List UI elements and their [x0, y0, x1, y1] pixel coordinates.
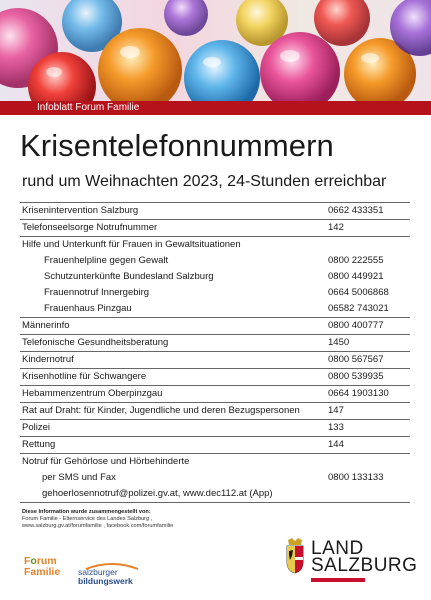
hotline-table — [20, 202, 410, 503]
forum-familie-logo-line2: Familie — [24, 566, 61, 578]
bildungswerk-logo — [78, 562, 148, 586]
forum-letter-o: o — [30, 555, 37, 567]
forum-letters-rum: rum — [36, 555, 57, 567]
row-label: Rat auf Draht: für Kinder, Jugendliche und deren Bezugspersonen — [22, 405, 300, 416]
row-number: 133 — [328, 422, 344, 433]
table-row — [20, 368, 410, 385]
header-image — [0, 0, 431, 103]
table-row — [20, 402, 410, 419]
land-salzburg-logo-line2: SALZBURG — [311, 555, 418, 576]
land-salzburg-logo-line1: LAND — [311, 538, 364, 559]
table-row — [20, 486, 410, 503]
footer-line-2: www.salzburg.gv.at/forumfamilie , facebook.com/forumfamilie — [22, 523, 174, 529]
ribbon-bar — [0, 101, 431, 115]
table-row — [20, 236, 410, 253]
bildungswerk-logo-line1: salzburger — [78, 567, 118, 577]
forum-familie-logo — [24, 556, 70, 584]
row-label: Notruf für Gehörlose und Hörbehinderte — [22, 456, 190, 467]
row-label: Krisenhotline für Schwangere — [22, 371, 147, 382]
land-salzburg-red-bar — [311, 578, 365, 582]
row-number: 147 — [328, 405, 344, 416]
row-number: 0800 539935 — [328, 371, 384, 382]
table-row — [20, 285, 410, 301]
table-row — [20, 470, 410, 486]
row-label: Kindernotruf — [22, 354, 74, 365]
row-label: per SMS und Fax — [42, 472, 116, 483]
row-label: Männerinfo — [22, 320, 70, 331]
row-label: Krisenintervention Salzburg — [22, 205, 139, 216]
footer-info — [22, 509, 173, 530]
row-number: 0664 5006868 — [328, 287, 389, 298]
table-row — [20, 419, 410, 436]
land-salzburg-logo — [285, 536, 418, 584]
table-row — [20, 351, 410, 368]
table-row — [20, 334, 410, 351]
table-row — [20, 219, 410, 236]
table-row — [20, 317, 410, 334]
row-label: Frauenhaus Pinzgau — [44, 303, 132, 314]
row-label: Hebammenzentrum Oberpinzgau — [22, 388, 163, 399]
bildungswerk-logo-line2: bildungswerk — [78, 576, 133, 586]
ribbon-label: Infoblatt Forum Familie — [37, 102, 140, 113]
row-number: 0664 1903130 — [328, 388, 389, 399]
row-number: 0800 133133 — [328, 472, 384, 483]
glass-marbles-image — [0, 0, 431, 103]
row-number: 0800 222555 — [328, 255, 384, 266]
forum-letter-f: F — [24, 555, 31, 567]
table-row — [20, 202, 410, 219]
row-number: 0800 449921 — [328, 271, 384, 282]
row-label: Frauennotruf Innergebirg — [44, 287, 150, 298]
table-row — [20, 269, 410, 285]
row-number: 144 — [328, 439, 344, 450]
row-label: gehoerlosennotruf@polizei.gv.at, www.dec112.at (App) — [42, 488, 273, 499]
table-row — [20, 436, 410, 453]
row-number: 0662 433351 — [328, 205, 384, 216]
footer-line-1: Forum Familie - Elternservice des Landes Salzburg , — [22, 516, 153, 522]
row-number: 06582 743021 — [328, 303, 389, 314]
row-number: 142 — [328, 222, 344, 233]
row-label: Rettung — [22, 439, 56, 450]
footer-heading: Diese Information wurde zusammengestellt von: — [22, 509, 151, 515]
row-number: 0800 400777 — [328, 320, 384, 331]
salzburg-crest-icon — [285, 538, 305, 574]
row-number: 1450 — [328, 337, 350, 348]
table-row — [20, 301, 410, 317]
table-row — [20, 385, 410, 402]
row-label: Hilfe und Unterkunft für Frauen in Gewaltsituationen — [22, 239, 241, 250]
table-row — [20, 253, 410, 269]
table-row — [20, 453, 410, 470]
row-label: Telefonische Gesundheitsberatung — [22, 337, 169, 348]
row-label: Schutzunterkünfte Bundesland Salzburg — [44, 271, 214, 282]
row-label: Telefonseelsorge Notrufnummer — [22, 222, 158, 233]
row-label: Frauenhelpline gegen Gewalt — [44, 255, 169, 266]
page-title: Krisentelefonnummern — [20, 128, 334, 163]
row-label: Polizei — [22, 422, 50, 433]
row-number: 0800 567567 — [328, 354, 384, 365]
page-subtitle: rund um Weihnachten 2023, 24-Stunden erreichbar — [22, 173, 387, 190]
